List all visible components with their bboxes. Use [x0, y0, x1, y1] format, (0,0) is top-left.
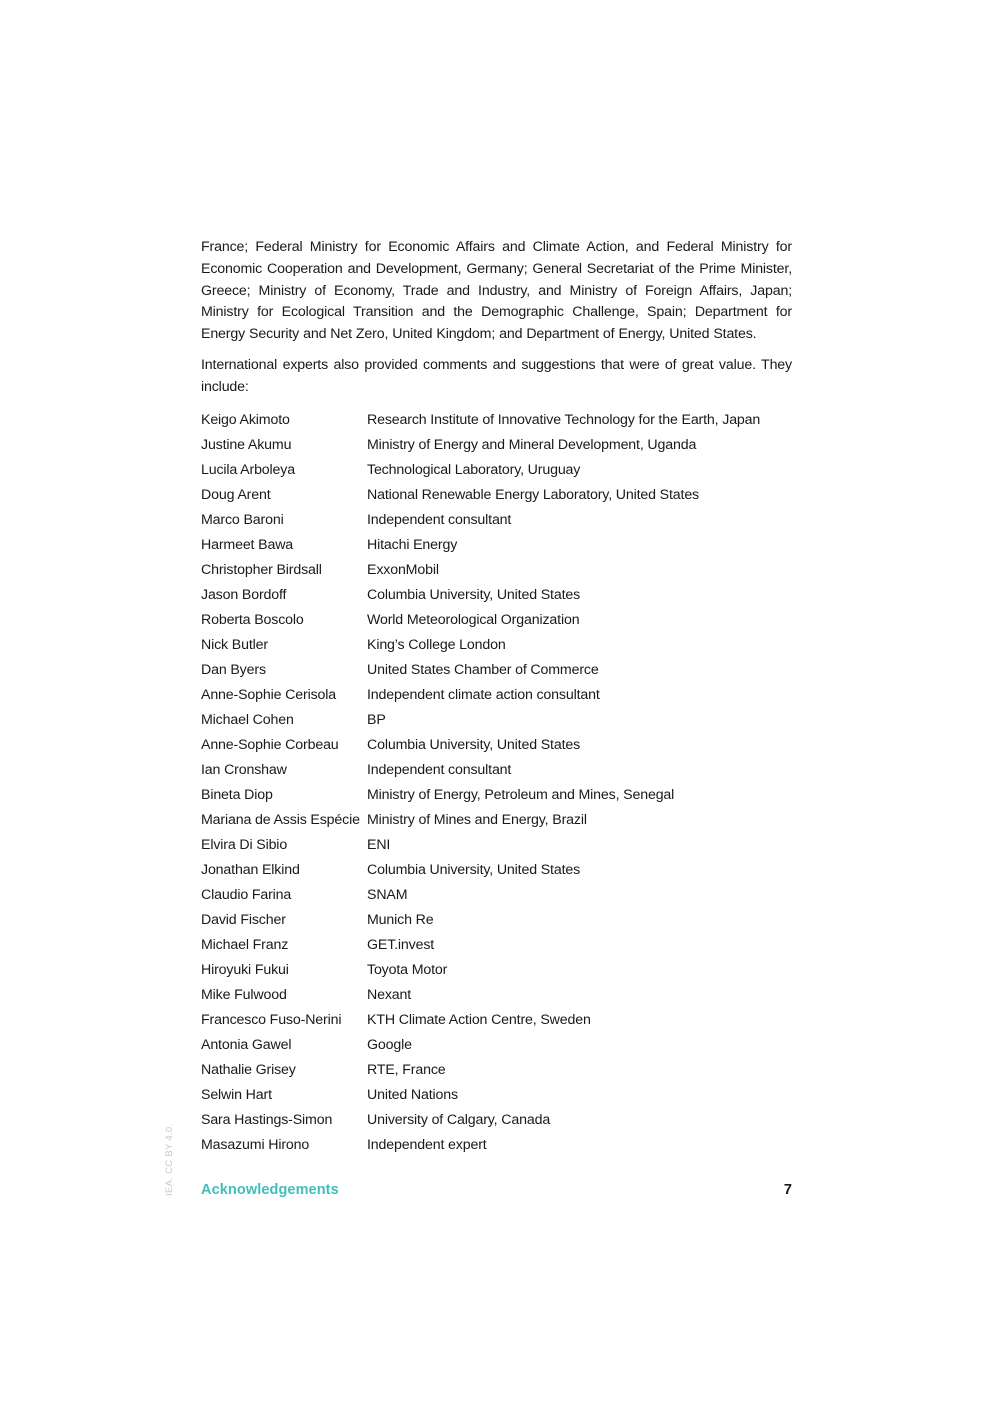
- expert-row: [201, 433, 792, 458]
- expert-row: [201, 983, 792, 1008]
- expert-organization: Columbia University, United States: [367, 587, 581, 604]
- expert-row: [201, 508, 792, 533]
- expert-name: Claudio Farina: [201, 887, 292, 904]
- expert-organization: Nexant: [367, 987, 412, 1004]
- expert-organization: Independent consultant: [367, 762, 512, 779]
- expert-name: David Fischer: [201, 912, 286, 929]
- expert-name: Marco Baroni: [201, 512, 284, 529]
- expert-row: [201, 858, 792, 883]
- expert-organization: KTH Climate Action Centre, Sweden: [367, 1012, 591, 1029]
- expert-name: Doug Arent: [201, 487, 271, 504]
- expert-name: Lucila Arboleya: [201, 462, 295, 479]
- page-number: 7: [783, 1182, 792, 1198]
- expert-row: [201, 908, 792, 933]
- expert-organization: King’s College London: [367, 637, 506, 654]
- expert-name: Mariana de Assis Espécie: [201, 812, 360, 829]
- expert-name: Hiroyuki Fukui: [201, 962, 289, 979]
- expert-name: Ian Cronshaw: [201, 762, 287, 779]
- expert-name: Jonathan Elkind: [201, 862, 300, 879]
- expert-name: Justine Akumu: [201, 437, 292, 454]
- expert-row: [201, 533, 792, 558]
- continued-paragraph: France; Federal Ministry for Economic Affairs and Climate Action, and Federal Ministry for Economic Cooperation and Development, Germany; General Secretariat of the Prime Minister, Greece; Ministry of Economy, Trade and Industry, and Ministry of Foreign Affairs, Japan; Ministry for Ecological Transition and the Demographic Challenge, Spain; Department for Energy Security and Net Zero, United Kingdom; and Department of Energy, United States.: [201, 239, 792, 343]
- expert-row: [201, 708, 792, 733]
- expert-row: [201, 408, 792, 433]
- expert-name: Selwin Hart: [201, 1087, 272, 1104]
- expert-organization: BP: [367, 712, 386, 729]
- expert-row: [201, 958, 792, 983]
- expert-row: [201, 1133, 792, 1158]
- expert-row: [201, 1008, 792, 1033]
- expert-name: Sara Hastings-Simon: [201, 1112, 333, 1129]
- expert-name: Dan Byers: [201, 662, 266, 679]
- expert-organization: Hitachi Energy: [367, 537, 458, 554]
- page-content: [201, 237, 792, 1158]
- expert-organization: ENI: [367, 837, 391, 854]
- expert-name: Anne-Sophie Corbeau: [201, 737, 339, 754]
- expert-organization: Independent consultant: [367, 512, 512, 529]
- expert-name: Harmeet Bawa: [201, 537, 294, 554]
- expert-organization: ExxonMobil: [367, 562, 439, 579]
- expert-name: Roberta Boscolo: [201, 612, 304, 629]
- expert-organization: Independent climate action consultant: [367, 687, 600, 704]
- expert-row: [201, 483, 792, 508]
- expert-name: Christopher Birdsall: [201, 562, 322, 579]
- expert-organization: Google: [367, 1037, 412, 1054]
- expert-organization: Technological Laboratory, Uruguay: [367, 462, 581, 479]
- expert-name: Nick Butler: [201, 637, 268, 654]
- expert-organization: Munich Re: [367, 912, 434, 929]
- expert-organization: Ministry of Energy and Mineral Development, Uganda: [367, 437, 697, 454]
- expert-row: [201, 783, 792, 808]
- expert-organization: Independent expert: [367, 1137, 487, 1154]
- expert-organization: National Renewable Energy Laboratory, United States: [367, 487, 699, 504]
- expert-name: Jason Bordoff: [201, 587, 287, 604]
- expert-organization: SNAM: [367, 887, 408, 904]
- footer-section-title: Acknowledgements: [201, 1182, 339, 1198]
- experts-list: [201, 408, 792, 1158]
- expert-organization: Toyota Motor: [367, 962, 448, 979]
- expert-name: Masazumi Hirono: [201, 1137, 310, 1154]
- expert-organization: University of Calgary, Canada: [367, 1112, 551, 1129]
- expert-name: Antonia Gawel: [201, 1037, 292, 1054]
- expert-row: [201, 558, 792, 583]
- expert-organization: GET.invest: [367, 937, 435, 954]
- expert-row: [201, 933, 792, 958]
- expert-row: [201, 1033, 792, 1058]
- expert-organization: United Nations: [367, 1087, 458, 1104]
- expert-row: [201, 1108, 792, 1133]
- expert-name: Mike Fulwood: [201, 987, 287, 1004]
- expert-organization: Columbia University, United States: [367, 737, 581, 754]
- expert-name: Nathalie Grisey: [201, 1062, 296, 1079]
- expert-row: [201, 658, 792, 683]
- expert-row: [201, 608, 792, 633]
- expert-name: Bineta Diop: [201, 787, 273, 804]
- expert-name: Anne-Sophie Cerisola: [201, 687, 337, 704]
- expert-row: [201, 633, 792, 658]
- expert-row: [201, 583, 792, 608]
- expert-organization: Ministry of Energy, Petroleum and Mines, Senegal: [367, 787, 675, 804]
- license-watermark: IEA. CC BY 4.0.: [164, 1123, 175, 1196]
- expert-name: Keigo Akimoto: [201, 412, 290, 429]
- expert-organization: Columbia University, United States: [367, 862, 581, 879]
- expert-row: [201, 1058, 792, 1083]
- expert-row: [201, 1083, 792, 1108]
- expert-row: [201, 883, 792, 908]
- expert-organization: Research Institute of Innovative Technology for the Earth, Japan: [367, 412, 761, 429]
- expert-row: [201, 808, 792, 833]
- expert-row: [201, 758, 792, 783]
- expert-organization: RTE, France: [367, 1062, 446, 1079]
- expert-organization: United States Chamber of Commerce: [367, 662, 599, 679]
- expert-row: [201, 833, 792, 858]
- expert-row: [201, 683, 792, 708]
- expert-name: Francesco Fuso-Nerini: [201, 1012, 342, 1029]
- expert-organization: Ministry of Mines and Energy, Brazil: [367, 812, 587, 829]
- expert-name: Elvira Di Sibio: [201, 837, 288, 854]
- expert-organization: World Meteorological Organization: [367, 612, 580, 629]
- expert-row: [201, 733, 792, 758]
- expert-name: Michael Cohen: [201, 712, 294, 729]
- experts-intro-paragraph: International experts also provided comments and suggestions that were of great value. They include:: [201, 356, 792, 395]
- expert-row: [201, 458, 792, 483]
- expert-name: Michael Franz: [201, 937, 289, 954]
